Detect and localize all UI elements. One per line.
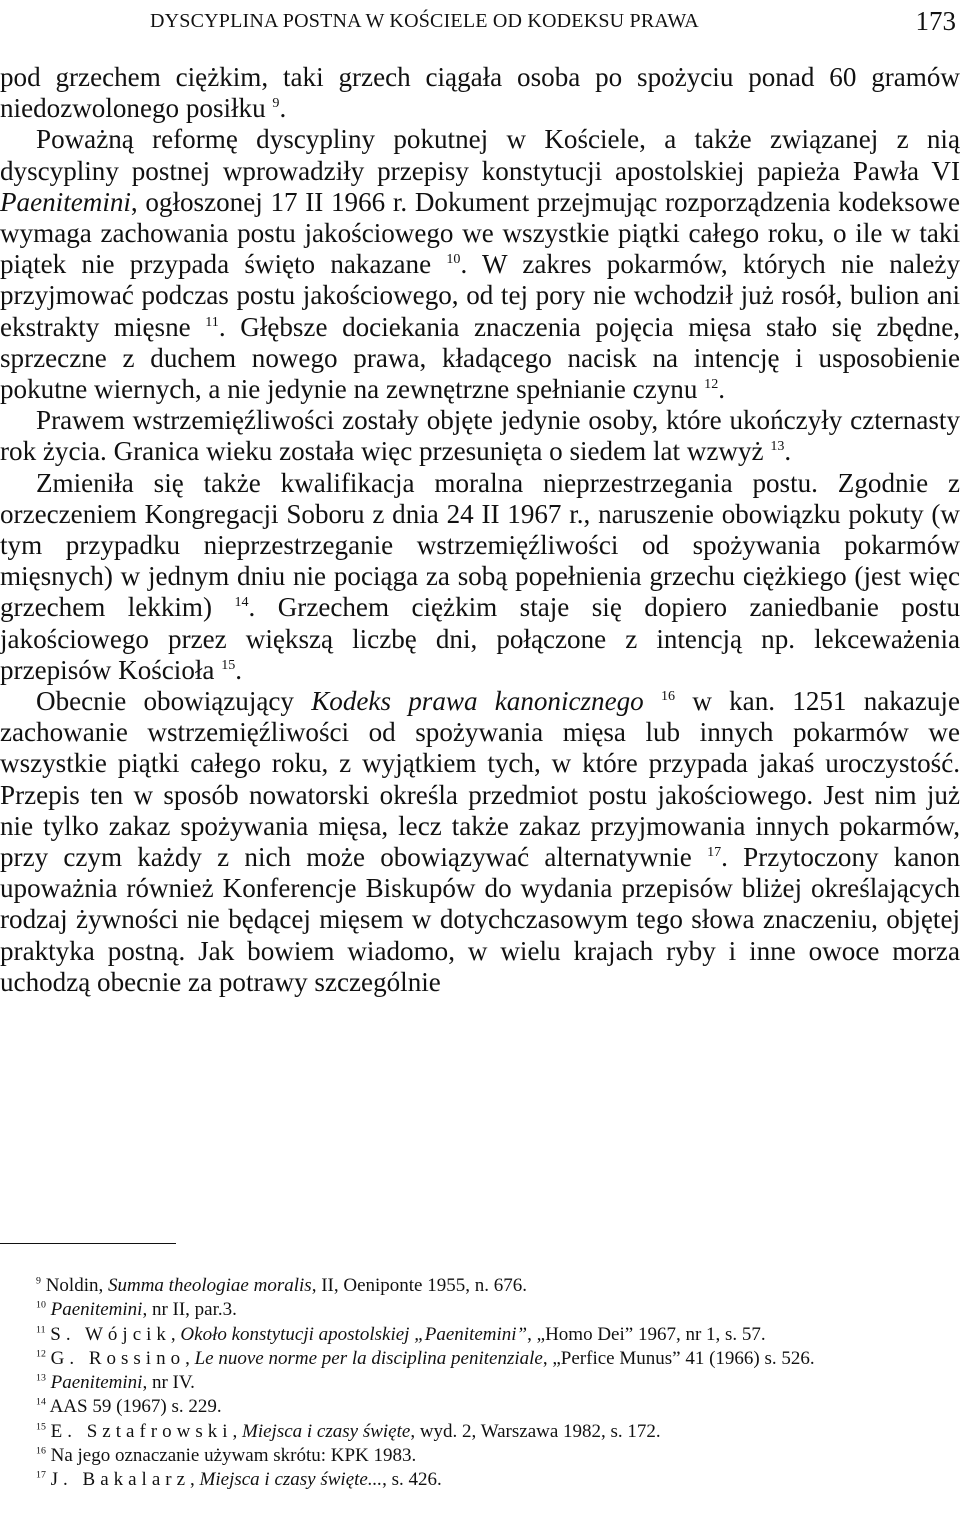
footnote-author: S. Wójcik — [50, 1323, 171, 1345]
footnote-separator — [0, 1243, 176, 1244]
footnote-10: $^{10}$ Paenitemini, nr II, par.3. — [36, 1299, 237, 1321]
footnotes — [0, 1274, 960, 1493]
footnote-15: $^{15}$ E. Sztafrowski, Miejsca i czasy święte, wyd. 2, Warszawa 1982, s. 172. — [36, 1420, 661, 1442]
paragraph-4: Zmieniła się także kwalifikacja moralna nieprzestrzegania postu. Zgodnie z orzeczeniem Kongregacji Soboru z dnia 24 II 1967 r., naruszenie obowiązku pokuty (w tym przypadku nieprzestrzeganie wstrzemięźliwości od spożywania pokarmów mięsnych) w jednym dniu nie pociąga za sobą popełnienia grzechu ciężkiego (jest więc grzechem lekkim) $^{14}$. Grzechem ciężkim staje się dopiero zaniedbanie postu jakościowego przez większą liczbę dni, połączone z intencją np. lekceważenia przepisów Kościoła $^{15}$. — [0, 467, 960, 685]
footnote-17: $^{17}$ J. Bakalarz, Miejsca i czasy święte..., s. 426. — [36, 1469, 442, 1491]
footnote-ref[interactable]: 13 — [770, 438, 785, 455]
footnote-ref[interactable]: 17 — [707, 844, 722, 861]
paragraph-5: Obecnie obowiązujący Kodeks prawa kanonicznego $^{16}$ w kan. 1251 nakazuje zachowanie wstrzemięźliwości od spożywania mięsa lub innych pokarmów we wszystkie piątki całego roku, z wyjątkiem tych, w które przypada jakaś uroczystość. Przepis ten w sposób nowatorski określa przedmiot postu jakościowego. Jest nim już nie tylko zakaz spożywania mięsa, lecz także zakaz przyjmowania innych pokarmów, przy czym każdy z nich może obowiązywać alternatywnie $^{17}$. Przytoczony kanon upoważnia również Konferencje Biskupów do wydania przepisów bliżej określających rodzaj żywności nie będącej mięsem w dotychczasowym tego słowa znaczeniu, objętej praktyka postną. Jak bowiem wiadomo, w wielu krajach ryby i inne owoce morza uchodzą obecnie za potrawy szczególnie — [0, 686, 960, 997]
footnote-ref[interactable]: 14 — [234, 594, 249, 611]
running-title: DYSCYPLINA POSTNA W KOŚCIELE OD KODEKSU PRAWA — [150, 10, 699, 32]
footnote-9: $^9$ Noldin, Summa theologiae moralis, II, Oeniponte 1955, n. 676. — [36, 1275, 527, 1296]
footnote-ref[interactable]: 11 — [205, 313, 219, 330]
footnote-author: G. Rossino — [50, 1347, 186, 1369]
footnote-ref[interactable]: 15 — [221, 656, 236, 673]
footnote-16: $^{16}$ Na jego oznaczanie używam skrótu: KPK 1983. — [36, 1445, 417, 1467]
page-number: 173 — [915, 6, 956, 36]
footnote-13: $^{13}$ Paenitemini, nr IV. — [36, 1372, 195, 1394]
main-text — [0, 62, 960, 998]
footnote-ref[interactable]: 9 — [272, 95, 280, 112]
paragraph-3: Prawem wstrzemięźliwości zostały objęte jedynie osoby, które ukończyły czternasty rok życia. Granica wieku została więc przesunięta o siedem lat wzwyż $^{13}$. — [0, 405, 960, 467]
footnote-12: $^{12}$ G. Rossino, Le nuove norme per la disciplina penitenziale, „Perfice Munus” 41 (1966) s. 526. — [36, 1347, 815, 1369]
paragraph-1: pod grzechem ciężkim, taki grzech ciągała osoba po spożyciu ponad 60 gramów niedozwolonego posiłku $^9$. — [0, 62, 960, 124]
footnote-ref[interactable]: 16 — [660, 688, 676, 705]
footnote-11: $^{11}$ S. Wójcik, Około konstytucji apostolskiej „Paenitemini”, „Homo Dei” 1967, nr 1, s. 57. — [36, 1323, 766, 1345]
footnote-ref[interactable]: 12 — [704, 376, 719, 392]
paragraph-2: Poważną reformę dyscypliny pokutnej w Kościele, a także związanej z nią dyscypliny postnej wprowadziły przepisy konstytucji apostolskiej papieża Pawła VI Paenitemini, ogłoszonej 17 II 1966 r. Dokument przejmując rozporządzenia kodeksowe wymaga zachowania postu jakościowego we wszystkie piątki całego roku, o ile w taki piątek nie przypada święto nakazane $^{10}$. W zakres pokarmów, których nie należy przyjmować podczas postu jakościowego, od tej pory nie wchodził już rosół, bulion ani ekstrakty mięsne $^{11}$. Głębsze dociekania znaczenia pojęcia mięsa stało się zbędne, sprzeczne z duchem nowego prawa, kładącego nacisk na intencję i usposobienie pokutne wiernych, a nie jedynie na zewnętrzne spełnianie czynu $^{12}$. — [0, 124, 960, 405]
footnote-author: E. Sztafrowski — [50, 1420, 233, 1442]
footnote-ref[interactable]: 10 — [446, 251, 461, 268]
footnote-author: J. Bakalarz — [50, 1469, 191, 1491]
footnote-14: $^{14}$ AAS 59 (1967) s. 229. — [36, 1396, 222, 1418]
running-header — [0, 4, 960, 48]
